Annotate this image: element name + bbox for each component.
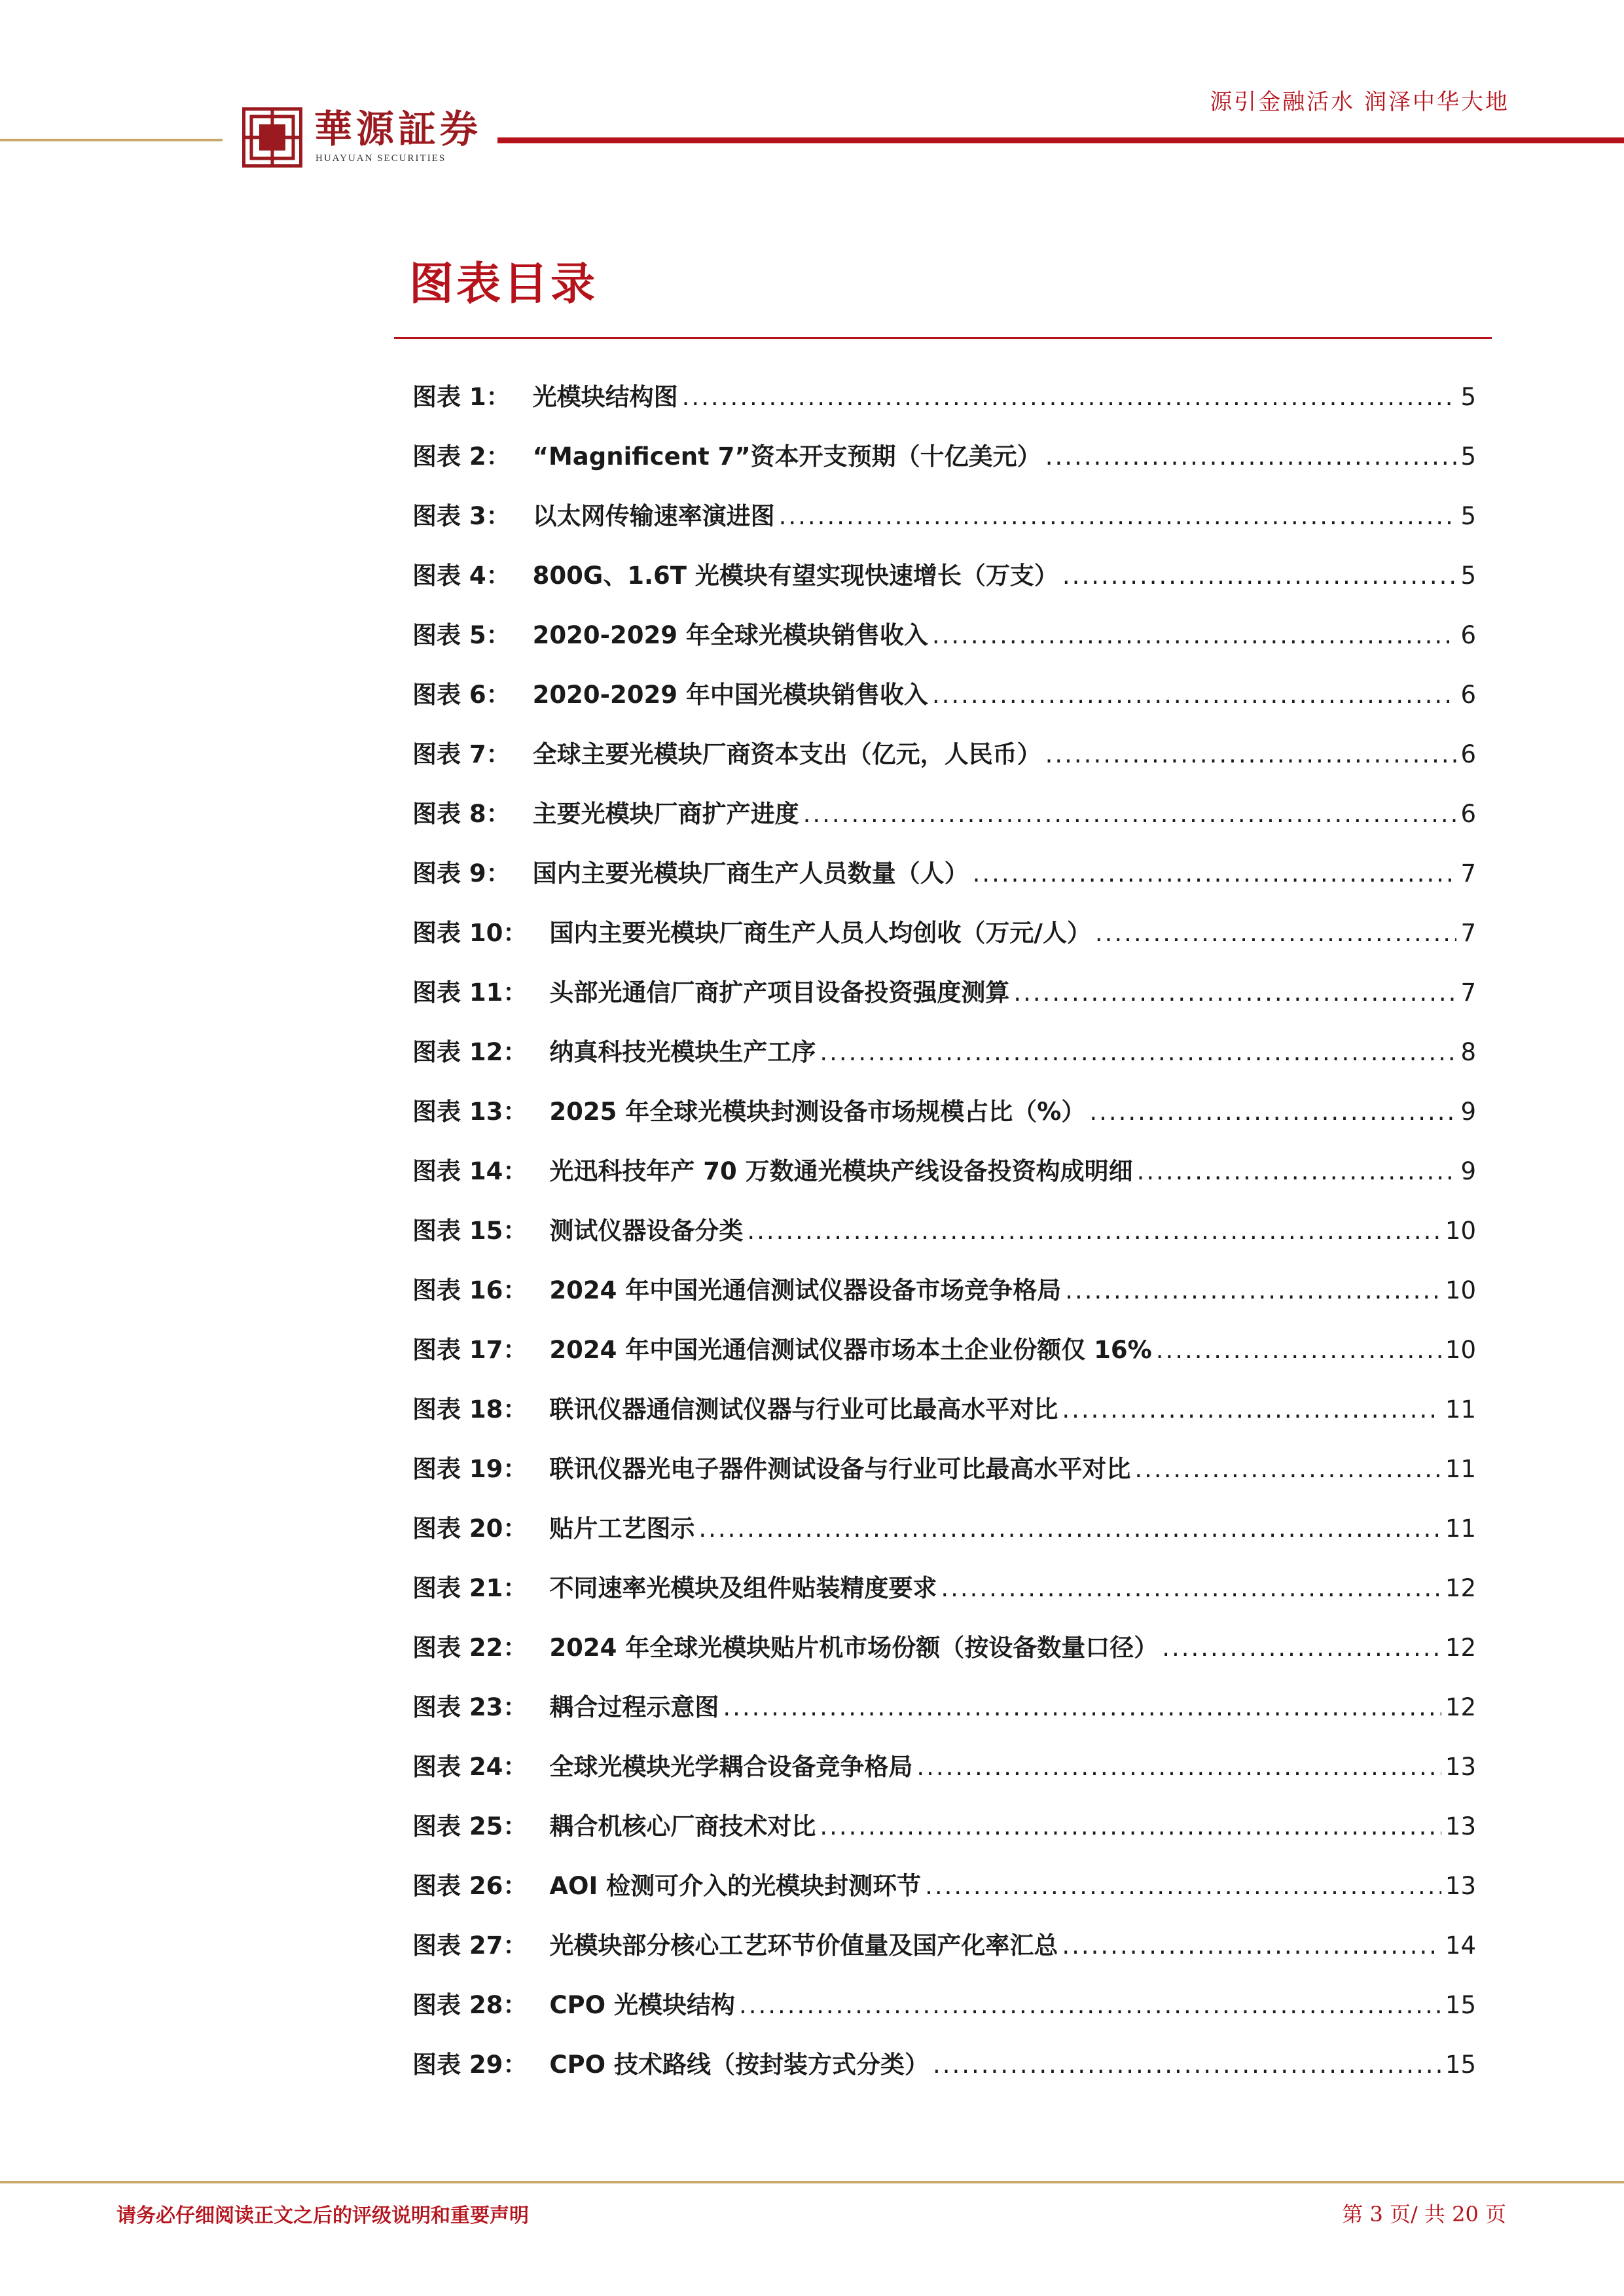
toc-entry-leader bbox=[1162, 1624, 1441, 1672]
toc-entry-label: 图表 6： bbox=[412, 681, 511, 709]
toc-entry-title: 主要光模块厂商扩产进度 bbox=[532, 800, 799, 828]
toc-entry-title: 2020-2029 年中国光模块销售收入 bbox=[532, 681, 928, 709]
toc-entry-label: 图表 22： bbox=[412, 1634, 528, 1662]
toc-entry-label: 图表 21： bbox=[412, 1574, 528, 1602]
toc-title-rule bbox=[394, 337, 1492, 339]
toc-entry-leader bbox=[941, 1564, 1441, 1613]
toc-entry-page: 15 bbox=[1445, 1991, 1476, 2019]
toc-entry-label: 图表 17： bbox=[412, 1336, 528, 1364]
toc-entry-label: 图表 12： bbox=[412, 1038, 528, 1066]
toc-entry-leader bbox=[1013, 969, 1456, 1017]
toc-entry-title: 以太网传输速率演进图 bbox=[532, 502, 775, 530]
toc-entry[interactable] bbox=[412, 730, 1476, 790]
toc-entry-leader bbox=[682, 373, 1457, 422]
toc-entry-title: 光模块结构图 bbox=[532, 383, 678, 411]
toc-entry-title: 贴片工艺图示 bbox=[549, 1515, 695, 1543]
toc-entry[interactable] bbox=[412, 1266, 1476, 1326]
toc-entry[interactable] bbox=[412, 1624, 1476, 1683]
toc-entry-label: 图表 9： bbox=[412, 859, 511, 888]
toc-entry-label: 图表 25： bbox=[412, 1812, 528, 1840]
toc-entry[interactable] bbox=[412, 671, 1476, 730]
toc-entry[interactable] bbox=[412, 611, 1476, 671]
toc-entry-title: 2024 年中国光通信测试仪器设备市场竞争格局 bbox=[549, 1276, 1062, 1304]
toc-entry-label: 图表 4： bbox=[412, 562, 511, 590]
toc-entry-title: 光迅科技年产 70 万数通光模块产线设备投资构成明细 bbox=[549, 1157, 1133, 1185]
toc-entry-label: 图表 19： bbox=[412, 1455, 528, 1483]
header-slogan: 源引金融活水 润泽中华大地 bbox=[1210, 89, 1509, 115]
toc-entry-leader bbox=[803, 790, 1457, 838]
toc-entry-label: 图表 7： bbox=[412, 740, 511, 768]
toc-entry-title: 联讯仪器光电子器件测试设备与行业可比最高水平对比 bbox=[549, 1455, 1131, 1483]
toc-entry-leader bbox=[916, 1743, 1441, 1791]
toc-entry-label: 图表 11： bbox=[412, 978, 528, 1007]
huayuan-logo bbox=[242, 105, 497, 170]
toc-entry[interactable] bbox=[412, 1505, 1476, 1564]
toc-entry-leader bbox=[1045, 730, 1457, 779]
toc-entry[interactable] bbox=[412, 1028, 1476, 1088]
logo-text-en: HUAYUAN SECURITIES bbox=[316, 153, 446, 164]
toc-entry-leader bbox=[747, 1207, 1441, 1255]
header-red-line bbox=[497, 137, 1624, 143]
toc-entry-leader bbox=[1156, 1326, 1441, 1374]
toc-entry-leader bbox=[1089, 1088, 1456, 1136]
toc-entry-page: 9 bbox=[1460, 1157, 1476, 1185]
toc-entry-leader bbox=[932, 611, 1457, 660]
toc-entry-title: CPO 光模块结构 bbox=[549, 1991, 735, 2019]
toc-entry-leader bbox=[779, 492, 1457, 541]
toc-entry-label: 图表 23： bbox=[412, 1693, 528, 1721]
toc-entry-title: 光模块部分核心工艺环节价值量及国产化率汇总 bbox=[549, 1931, 1058, 1960]
toc-entry-page: 8 bbox=[1460, 1038, 1476, 1066]
toc-entry-label: 图表 27： bbox=[412, 1931, 528, 1960]
toc-entry[interactable] bbox=[412, 1981, 1476, 2041]
toc-entry-title: 2020-2029 年全球光模块销售收入 bbox=[532, 621, 928, 649]
toc-entry-title: 国内主要光模块厂商生产人员人均创收（万元/人） bbox=[549, 919, 1091, 947]
toc-entry-page: 5 bbox=[1460, 502, 1476, 530]
toc-entry-leader bbox=[1137, 1147, 1457, 1196]
toc-entry-leader bbox=[723, 1683, 1441, 1732]
toc-entry-label: 图表 18： bbox=[412, 1395, 528, 1424]
toc-entry[interactable] bbox=[412, 790, 1476, 850]
toc-entry[interactable] bbox=[412, 1803, 1476, 1862]
toc-entry-page: 10 bbox=[1445, 1276, 1476, 1304]
toc-list bbox=[412, 373, 1476, 2100]
toc-entry-page: 7 bbox=[1460, 859, 1476, 888]
toc-entry-page: 13 bbox=[1445, 1812, 1476, 1840]
toc-entry-page: 5 bbox=[1460, 383, 1476, 411]
toc-entry-title: 2024 年中国光通信测试仪器市场本土企业份额仅 16% bbox=[549, 1336, 1152, 1364]
toc-entry[interactable] bbox=[412, 1862, 1476, 1922]
toc-entry-label: 图表 2： bbox=[412, 442, 511, 471]
toc-entry-page: 6 bbox=[1460, 800, 1476, 828]
toc-entry-title: AOI 检测可介入的光模块封测环节 bbox=[549, 1872, 922, 1900]
toc-entry[interactable] bbox=[412, 373, 1476, 433]
toc-entry-leader bbox=[1062, 1922, 1441, 1970]
toc-entry-title: 800G、1.6T 光模块有望实现快速增长（万支） bbox=[532, 562, 1058, 590]
toc-entry-title: 2024 年全球光模块贴片机市场份额（按设备数量口径） bbox=[549, 1634, 1159, 1662]
toc-entry-label: 图表 14： bbox=[412, 1157, 528, 1185]
toc-entry[interactable] bbox=[412, 969, 1476, 1028]
toc-entry[interactable] bbox=[412, 1564, 1476, 1624]
toc-entry[interactable] bbox=[412, 1922, 1476, 1981]
toc-entry-title: 国内主要光模块厂商生产人员数量（人） bbox=[532, 859, 969, 888]
toc-entry[interactable] bbox=[412, 850, 1476, 909]
toc-entry-leader bbox=[820, 1803, 1441, 1851]
toc-entry-label: 图表 24： bbox=[412, 1753, 528, 1781]
toc-entry-page: 13 bbox=[1445, 1872, 1476, 1900]
header-gold-line bbox=[0, 139, 223, 141]
toc-entry-leader bbox=[1134, 1445, 1441, 1494]
toc-entry-title: 纳真科技光模块生产工序 bbox=[549, 1038, 816, 1066]
toc-entry-page: 11 bbox=[1445, 1395, 1476, 1424]
toc-entry-page: 5 bbox=[1460, 562, 1476, 590]
toc-entry-page: 11 bbox=[1445, 1455, 1476, 1483]
toc-entry[interactable] bbox=[412, 1743, 1476, 1803]
logo-seal-icon bbox=[242, 107, 302, 168]
toc-entry-title: CPO 技术路线（按封装方式分类） bbox=[549, 2051, 929, 2079]
toc-entry-label: 图表 26： bbox=[412, 1872, 528, 1900]
toc-entry-leader bbox=[933, 2041, 1441, 2089]
toc-entry-page: 13 bbox=[1445, 1753, 1476, 1781]
toc-entry-label: 图表 3： bbox=[412, 502, 511, 530]
toc-entry-leader bbox=[1062, 1386, 1441, 1434]
toc-entry-page: 14 bbox=[1445, 1931, 1476, 1960]
toc-entry-title: 2025 年全球光模块封测设备市场规模占比（%） bbox=[549, 1098, 1086, 1126]
toc-entry-page: 11 bbox=[1445, 1515, 1476, 1543]
toc-entry-leader bbox=[1065, 1266, 1441, 1315]
toc-entry-page: 12 bbox=[1445, 1634, 1476, 1662]
toc-entry-leader bbox=[1062, 552, 1457, 600]
toc-entry[interactable] bbox=[412, 433, 1476, 492]
toc-entry-label: 图表 8： bbox=[412, 800, 511, 828]
toc-entry-page: 7 bbox=[1460, 978, 1476, 1007]
toc-entry-title: 耦合机核心厂商技术对比 bbox=[549, 1812, 816, 1840]
toc-entry-label: 图表 13： bbox=[412, 1098, 528, 1126]
toc-entry[interactable] bbox=[412, 2041, 1476, 2100]
toc-entry-leader bbox=[932, 671, 1457, 719]
toc-entry-leader bbox=[698, 1505, 1441, 1553]
toc-entry-page: 10 bbox=[1445, 1217, 1476, 1245]
toc-entry-page: 15 bbox=[1445, 2051, 1476, 2079]
toc-entry-label: 图表 28： bbox=[412, 1991, 528, 2019]
toc-entry-title: “Magnificent 7”资本开支预期（十亿美元） bbox=[532, 442, 1041, 471]
toc-entry-page: 12 bbox=[1445, 1574, 1476, 1602]
toc-entry-page: 6 bbox=[1460, 740, 1476, 768]
toc-entry-title: 全球光模块光学耦合设备竞争格局 bbox=[549, 1753, 913, 1781]
toc-entry-leader bbox=[1045, 433, 1457, 481]
toc-entry-page: 9 bbox=[1460, 1098, 1476, 1126]
toc-entry-title: 不同速率光模块及组件贴装精度要求 bbox=[549, 1574, 937, 1602]
toc-entry[interactable] bbox=[412, 1088, 1476, 1147]
toc-entry[interactable] bbox=[412, 492, 1476, 552]
toc-entry-page: 7 bbox=[1460, 919, 1476, 947]
toc-entry-title: 联讯仪器通信测试仪器与行业可比最高水平对比 bbox=[549, 1395, 1058, 1424]
toc-entry-title: 头部光通信厂商扩产项目设备投资强度测算 bbox=[549, 978, 1010, 1007]
toc-entry[interactable] bbox=[412, 1683, 1476, 1743]
footer-gold-line bbox=[0, 2181, 1624, 2183]
toc-entry[interactable] bbox=[412, 1445, 1476, 1505]
toc-entry-title: 耦合过程示意图 bbox=[549, 1693, 719, 1721]
toc-entry-page: 5 bbox=[1460, 442, 1476, 471]
toc-entry-label: 图表 20： bbox=[412, 1515, 528, 1543]
toc-entry-label: 图表 10： bbox=[412, 919, 528, 947]
toc-entry[interactable] bbox=[412, 1207, 1476, 1266]
footer-page-info: 第 3 页/ 共 20 页 bbox=[1342, 2202, 1506, 2227]
toc-entry-label: 图表 16： bbox=[412, 1276, 528, 1304]
toc-entry-label: 图表 5： bbox=[412, 621, 511, 649]
toc-entry-title: 测试仪器设备分类 bbox=[549, 1217, 744, 1245]
toc-entry-page: 12 bbox=[1445, 1693, 1476, 1721]
logo-text-cn: 華源証券 bbox=[314, 107, 482, 151]
toc-entry[interactable] bbox=[412, 1147, 1476, 1207]
footer-disclaimer: 请务必仔细阅读正文之后的评级说明和重要声明 bbox=[117, 2204, 529, 2227]
toc-entry-leader bbox=[739, 1981, 1441, 2030]
toc-entry-page: 6 bbox=[1460, 681, 1476, 709]
toc-entry-leader bbox=[1095, 909, 1457, 958]
toc-entry[interactable] bbox=[412, 909, 1476, 969]
toc-entry-title: 全球主要光模块厂商资本支出（亿元，人民币） bbox=[532, 740, 1041, 768]
toc-entry-label: 图表 29： bbox=[412, 2051, 528, 2079]
toc-entry-page: 6 bbox=[1460, 621, 1476, 649]
toc-entry-leader bbox=[820, 1028, 1456, 1077]
toc-entry[interactable] bbox=[412, 1326, 1476, 1386]
toc-entry-leader bbox=[925, 1862, 1441, 1910]
toc-entry-page: 10 bbox=[1445, 1336, 1476, 1364]
toc-entry-leader bbox=[973, 850, 1457, 898]
toc-entry[interactable] bbox=[412, 1386, 1476, 1445]
toc-entry-label: 图表 1： bbox=[412, 383, 511, 411]
toc-entry-label: 图表 15： bbox=[412, 1217, 528, 1245]
toc-entry[interactable] bbox=[412, 552, 1476, 611]
toc-title: 图表目录 bbox=[409, 259, 598, 310]
